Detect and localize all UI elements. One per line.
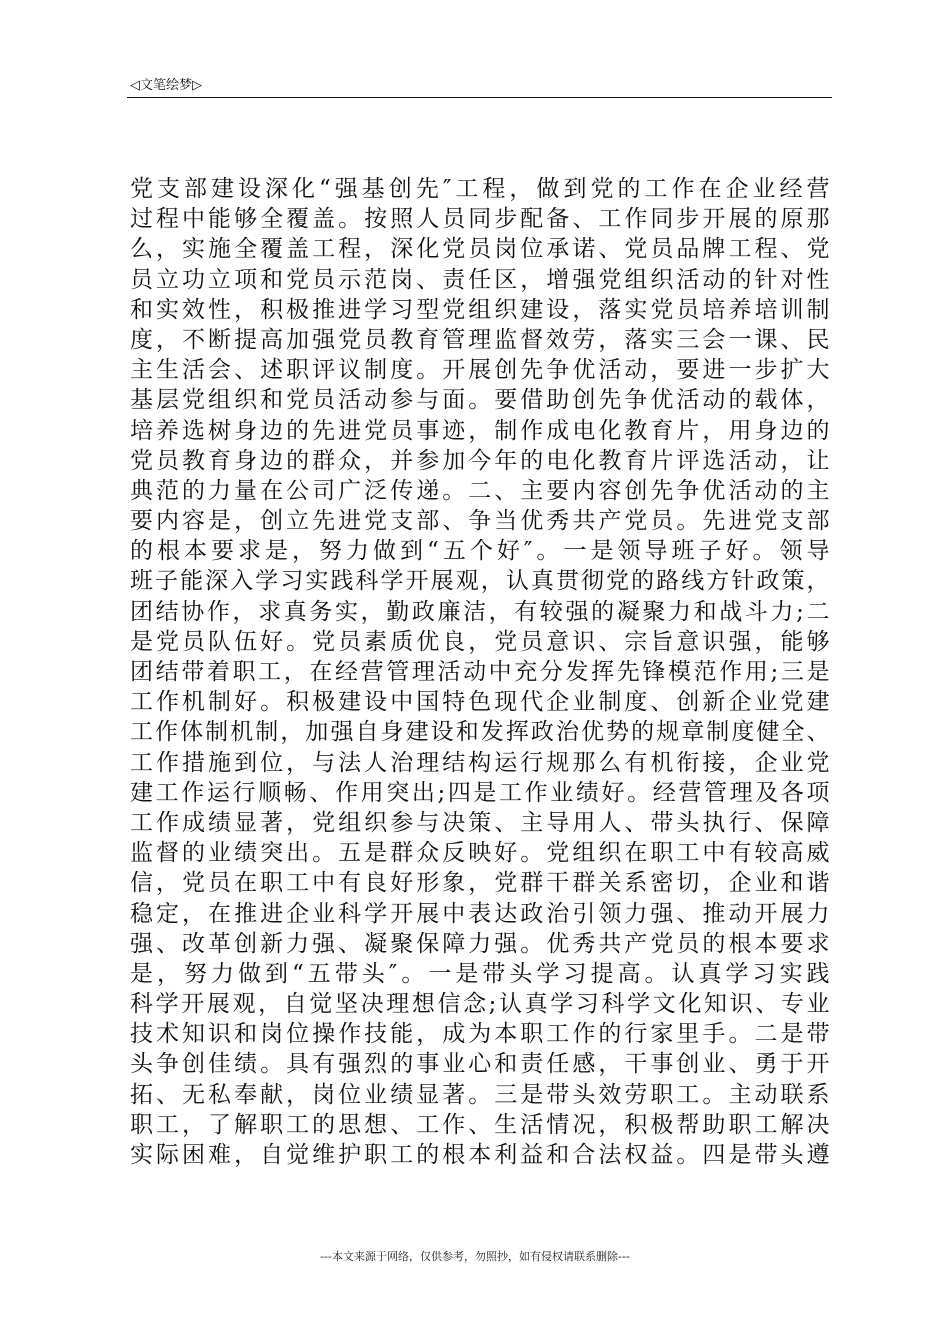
body-line: 实际困难，自觉维护职工的根本利益和合法权益。四是带头遵 <box>130 1142 830 1168</box>
body-line: 基层党组织和党员活动参与面。要借助创先争优活动的载体， <box>130 387 830 414</box>
body-line: 建工作运行顺畅、作用突出;四是工作业绩好。经营管理及各项 <box>130 779 830 806</box>
document-body <box>130 174 830 1170</box>
body-line: 培养选树身边的先进党员事迹，制作成电化教育片，用身边的 <box>130 417 830 444</box>
body-line: 拓、无私奉献，岗位业绩显著。三是带头效劳职工。主动联系 <box>130 1081 830 1108</box>
body-line: 的根本要求是，努力做到“五个好″。一是领导班子好。领导 <box>130 538 830 565</box>
body-line: 稳定，在推进企业科学开展中表达政治引领力强、推动开展力 <box>130 900 830 927</box>
body-line: 典范的力量在公司广泛传递。二、主要内容创先争优活动的主 <box>130 477 830 504</box>
page-footer-disclaimer: ---本文来源于网络，仅供参考，勿照抄，如有侵权请联系删除--- <box>320 1250 630 1263</box>
body-line: 员立功立项和党员示范岗、责任区，增强党组织活动的针对性 <box>130 266 830 293</box>
body-line: 班子能深入学习实践科学开展观，认真贯彻党的路线方针政策， <box>130 568 830 595</box>
body-line: 是党员队伍好。党员素质优良，党员意识、宗旨意识强，能够 <box>130 628 830 655</box>
body-line: 工作机制好。积极建设中国特色现代企业制度、创新企业党建 <box>130 689 830 716</box>
page-header-title: ◁文笔绘梦▷ <box>130 78 202 93</box>
body-line: 工作体制机制，加强自身建设和发挥政治优势的规章制度健全、 <box>130 719 830 746</box>
body-line: 度，不断提高加强党员教育管理监督效劳，落实三会一课、民 <box>130 326 830 353</box>
body-line: 强、改革创新力强、凝聚保障力强。优秀共产党员的根本要求 <box>130 930 830 957</box>
body-line: 党支部建设深化“强基创先″工程，做到党的工作在企业经营 <box>130 176 830 202</box>
body-line: 过程中能够全覆盖。按照人员同步配备、工作同步开展的原那 <box>130 206 830 233</box>
body-line: 职工，了解职工的思想、工作、生活情况，积极帮助职工解决 <box>130 1111 830 1138</box>
body-line: 是，努力做到“五带头″。一是带头学习提高。认真学习实践 <box>130 960 830 987</box>
body-line: 团结带着职工，在经营管理活动中充分发挥先锋模范作用;三是 <box>130 659 830 685</box>
body-line: 和实效性，积极推进学习型党组织建设，落实党员培养培训制 <box>130 296 830 323</box>
body-line: 党员教育身边的群众，并参加今年的电化教育片评选活动，让 <box>130 447 830 474</box>
body-line: 信，党员在职工中有良好形象，党群干群关系密切，企业和谐 <box>130 870 830 897</box>
header-divider <box>127 97 832 98</box>
body-line: 团结协作，求真务实，勤政廉洁，有较强的凝聚力和战斗力;二 <box>130 598 830 625</box>
body-line: 工作措施到位，与法人治理结构运行规那么有机衔接，企业党 <box>130 749 830 776</box>
body-line: 么，实施全覆盖工程，深化党员岗位承诺、党员品牌工程、党 <box>130 236 830 263</box>
body-line: 科学开展观，自觉坚决理想信念;认真学习科学文化知识、专业 <box>130 991 830 1018</box>
body-line: 主生活会、述职评议制度。开展创先争优活动，要进一步扩大 <box>130 357 830 384</box>
body-line: 技术知识和岗位操作技能，成为本职工作的行家里手。二是带 <box>130 1021 830 1048</box>
body-line: 要内容是，创立先进党支部、争当优秀共产党员。先进党支部 <box>130 508 830 535</box>
body-line: 工作成绩显著，党组织参与决策、主导用人、带头执行、保障 <box>130 809 830 836</box>
body-line: 头争创佳绩。具有强烈的事业心和责任感，干事创业、勇于开 <box>130 1051 830 1078</box>
body-line: 监督的业绩突出。五是群众反映好。党组织在职工中有较高威 <box>130 840 830 867</box>
